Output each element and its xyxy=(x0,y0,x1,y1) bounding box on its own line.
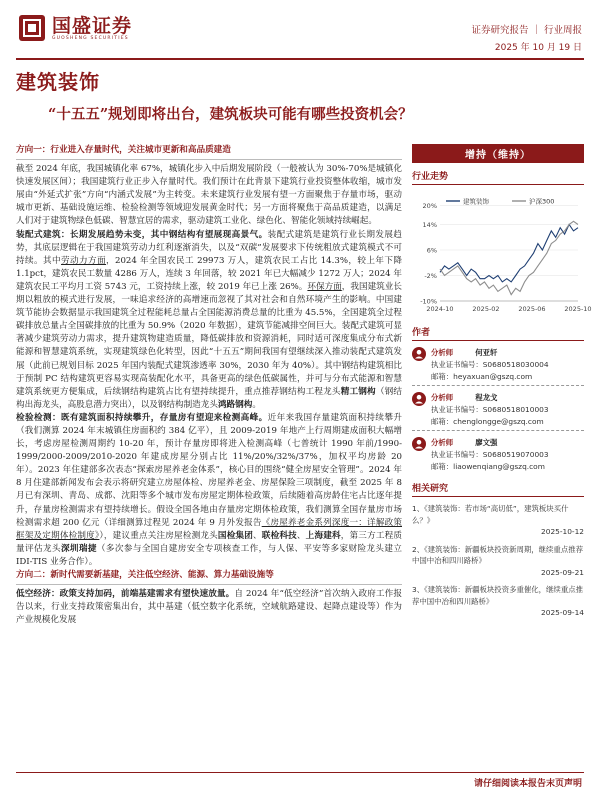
underlined-text: 《房屋养老金系列深度一：详解政策框架及定期体检制度》 xyxy=(16,517,402,541)
analyst-entry xyxy=(412,347,584,383)
related-research-title[interactable]: 2、《建筑装饰：新疆板块投资新周期，继续重点推荐中国中冶和四川路桥》 xyxy=(412,544,583,565)
sidebar xyxy=(412,144,592,619)
analyst-email[interactable]: 邮箱：liaowenqiang@gszq.com xyxy=(431,462,545,471)
related-research-date: 2025-09-21 xyxy=(541,567,584,577)
y-tick-label: -10% xyxy=(420,297,437,306)
paragraph-text: 近年来我国存量建筑面积持续攀升（我们测算 2024 年末城镇住房面积约 384 亿平），且 2009-2019 年地产上行周期建成面积大幅增长，考虑房屋检测周期约 10-20 年，预计存量房即将进入检测高峰（七普统计 1990 年前/1990-1999/2000-2009/2010-2020 年建成房屋分别占比 11%/20%/32%/37%，加权平均房龄 20 年）。2023 年住建部多次表态“探索房屋养老金体系”，核心目的围绕“健全房屋安全管理”。2024 年 8 月住建部新闻发布会表示将研究建立房屋体检、房屋养老金、房屋保险三项制度，截至 2025 年 8 月已有深圳、青岛、成都、沈阳等多个城市发布房屋定期体检政策，后续随着高房龄住宅占比逐年提升，存量房检测需求有望持续增长。假设全国各地由存量房定期体检政策，我们测算全国存量房市场检测需求超 200 亿元（详细测算过程见 2024 年 9 月外发报告 xyxy=(16,412,402,528)
emphasis-text: 深圳瑞捷 xyxy=(60,543,97,554)
body-paragraph xyxy=(16,588,402,627)
trend-chart-svg xyxy=(412,189,592,319)
analyst-divider xyxy=(412,385,584,386)
trend-heading: 行业走势 xyxy=(412,169,584,185)
logo-english: GUOSHENG SECURITIES xyxy=(52,35,129,41)
document-type: 证券研究报告 ｜ 行业周报 xyxy=(471,25,582,36)
trend-chart xyxy=(412,189,592,319)
emphasis-text: 检验检测：既有建筑面积持续攀升，存量房有望迎来检测高峰。 xyxy=(16,412,268,423)
report-header xyxy=(0,0,600,62)
paragraph-text: 。 xyxy=(252,399,261,410)
section-heading: 方向一：行业进入存量时代，关注城市更新和高品质建造 xyxy=(16,144,402,160)
related-research-title[interactable]: 3、《建筑装饰：新疆板块投资多重催化，继续重点推荐中国中冶和四川路桥》 xyxy=(412,585,583,606)
paragraph-text: 、 xyxy=(296,530,306,541)
analyst-license: 执业证书编号：S0680518030004 xyxy=(431,360,549,369)
x-tick-label: 2025-06 xyxy=(518,305,546,313)
y-tick-label: 20% xyxy=(422,201,437,210)
body-paragraph xyxy=(16,229,402,412)
rating-badge: 增持（维持） xyxy=(412,144,584,163)
x-tick-label: 2025-02 xyxy=(472,305,500,313)
analyst-license: 执业证书编号：S0680518010003 xyxy=(431,405,549,414)
company-logo xyxy=(18,14,132,42)
analyst-role: 分析师 xyxy=(431,348,454,357)
analyst-email[interactable]: 邮箱：heyaxuan@gszq.com xyxy=(431,372,533,381)
paragraph-text: ，我国建筑业长期以粗放的模式进行发展，一味追求经济的高增速而忽视了其对社会和自然环境产生的影响。中国建筑节能协会数据显示我国建筑全过程能耗总量占全国能源消费总量的比重为 45.5%，全国建筑全过程碳排放总量占全国碳排放的比重为 50.9%（2020 年数据），建筑节能减排空间巨大。装配式建筑可显著减少建筑劳动力需求，提升建筑物建造质量，降低碳排放和资源消耗，同时适可深度集成分布式新能源和智慧建筑系统，实现建筑绿色化转型，因此“十五五”期间我国有望继续深入推动装配式建筑发展（此前已规划目标 2025 年国内装配式建筑渗透率 30%，2030 年为 40%）。其中钢结构建筑相比于预制 PC 结构建筑更容易实现高装配化水平，具备更高的绿色低碳属性，并可与分布式能源和智慧建筑系统更方便集成，后续钢结构建筑占比有望持续提升，重点推荐钢结构工程龙头 xyxy=(16,281,402,397)
analyst-name: 廖文强 xyxy=(475,438,498,447)
footer-disclaimer: 请仔细阅读本报告末页声明 xyxy=(473,779,582,789)
y-tick-label: 14% xyxy=(422,221,437,229)
logo-name: 国盛证券 xyxy=(52,14,133,37)
paragraph-text: 自 2024 年“低空经济”首次纳入政府工作报告以来，行业支持政策密集出台，其中基建（低空数字化系统，空域航路建设、起降点建设等）作为产业规模化发展 xyxy=(16,589,402,626)
paragraph-text: 装配式建筑是建筑行业长期发展趋势，其底层逻辑在于我国建筑劳动力红利逐渐消失，以及“双碳”发展要求下传统粗放式建筑模式不可持续。其中 xyxy=(16,229,402,266)
footer-rule xyxy=(16,772,584,773)
report-body xyxy=(16,144,402,627)
emphasis-text: 联检科技 xyxy=(261,530,297,541)
y-tick-label: 6% xyxy=(426,246,437,255)
analyst-license: 执业证书编号：S0680519070003 xyxy=(431,450,549,459)
series-line xyxy=(440,221,578,294)
related-research-list xyxy=(412,503,584,619)
paragraph-text: 截至 2024 年底，我国城镇化率 67%，城镇化步入中后期发展阶段（一般被认为 30%-70%是城镇化快速发展区间）；我国建筑行业正步入存量时代。我们预计在此背景下建筑行业投资整体收缩，城市发展由“外延式扩张”方向“内涵式发展”为主转变。未来建筑行业发展有望一方面聚焦于存量市场，驱动城市更新、基础设施运维、检验检测等领域迎发展黄金时代；另一方面将聚焦于高品质建造，以满足人们对于建筑物绿色低碳、智慧宜居的需求，驱动建筑工业化、绿色化、智能化领域持续崛起。 xyxy=(16,164,402,227)
person-icon xyxy=(412,437,426,451)
legend-label: 沪深300 xyxy=(529,197,555,206)
related-research-item[interactable] xyxy=(412,584,584,619)
emphasis-text: 上海建科 xyxy=(305,530,341,541)
person-icon xyxy=(412,347,426,361)
analyst-role: 分析师 xyxy=(431,393,454,402)
analyst-divider xyxy=(412,430,584,431)
paragraph-text: （多次参与全国自建房安全专项核查工作，与人保、平安等多家财险龙头建立 IDI-TIS 业务合作）。 xyxy=(16,543,402,567)
analyst-entry xyxy=(412,392,584,428)
emphasis-text: 装配式建筑：长期发展趋势未变，其中钢结构有望展现高景气。 xyxy=(16,229,268,240)
paragraph-text: ），建议重点关注房屋检测龙头 xyxy=(99,530,218,541)
person-icon xyxy=(412,392,426,406)
y-tick-label: -2% xyxy=(424,272,437,280)
header-rule xyxy=(16,58,584,60)
section-heading: 方向二：新时代需要新基建，关注低空经济、能源、算力基础设施等 xyxy=(16,569,402,585)
x-tick-label: 2025-10 xyxy=(564,305,592,313)
underlined-text: 劳动力方面 xyxy=(61,255,106,266)
industry-name: 建筑装饰 xyxy=(16,70,100,94)
emphasis-text: 低空经济：政策支持加码，前端基建需求有望快速放量。 xyxy=(16,589,235,600)
related-research-date: 2025-10-12 xyxy=(541,527,584,536)
body-paragraph xyxy=(16,163,402,228)
paragraph-text: 、 xyxy=(253,530,262,541)
analyst-name: 何亚轩 xyxy=(475,348,498,357)
x-tick-label: 2024-10 xyxy=(426,305,454,313)
series-line xyxy=(440,225,578,282)
paragraph-text: （钢结构出海龙头，高股息潜力突出），以及钢结构制造龙头 xyxy=(16,386,402,410)
emphasis-text: 鸿路钢构 xyxy=(217,399,253,410)
analyst-name: 程龙戈 xyxy=(475,393,498,402)
emphasis-text: 精工钢构 xyxy=(340,386,376,397)
logo-mark-icon xyxy=(18,14,46,42)
related-heading: 相关研究 xyxy=(412,481,584,497)
legend-label: 建筑装饰 xyxy=(463,197,489,206)
emphasis-text: 国检集团 xyxy=(217,530,254,541)
analyst-role: 分析师 xyxy=(431,438,454,447)
paragraph-text: ，第三方工程质量评估龙头 xyxy=(16,530,402,554)
related-research-item[interactable] xyxy=(412,503,584,538)
analysts-heading: 作者 xyxy=(412,325,584,341)
analyst-list xyxy=(412,347,584,473)
analyst-email[interactable]: 邮箱：chenglongge@gszq.com xyxy=(431,417,544,426)
report-title: “十五五”规划即将出台，建筑板块可能有哪些投资机会？ xyxy=(48,106,413,123)
related-research-title[interactable]: 1、《建筑装饰：若市场“高切低”，建筑板块买什么？》 xyxy=(412,504,569,525)
report-date: 2025 年 10 月 19 日 xyxy=(494,43,582,53)
related-research-date: 2025-09-14 xyxy=(541,608,584,617)
related-research-item[interactable] xyxy=(412,544,584,579)
paragraph-text: ，2024 年全国农民工 29973 万人，建筑农民工占比 14.3%，较上年下降 1.1pct，建筑农民工数量 4286 万人，连续 3 年回落，较 2021 年已大幅减少 1272 万人；2024 年建筑农民工平均月工资 5743 元，工资持续上涨，较 2019 年已上涨 26%。 xyxy=(16,255,402,292)
underlined-text: 环保方面 xyxy=(307,281,342,292)
body-paragraph xyxy=(16,412,402,569)
analyst-entry xyxy=(412,437,584,473)
